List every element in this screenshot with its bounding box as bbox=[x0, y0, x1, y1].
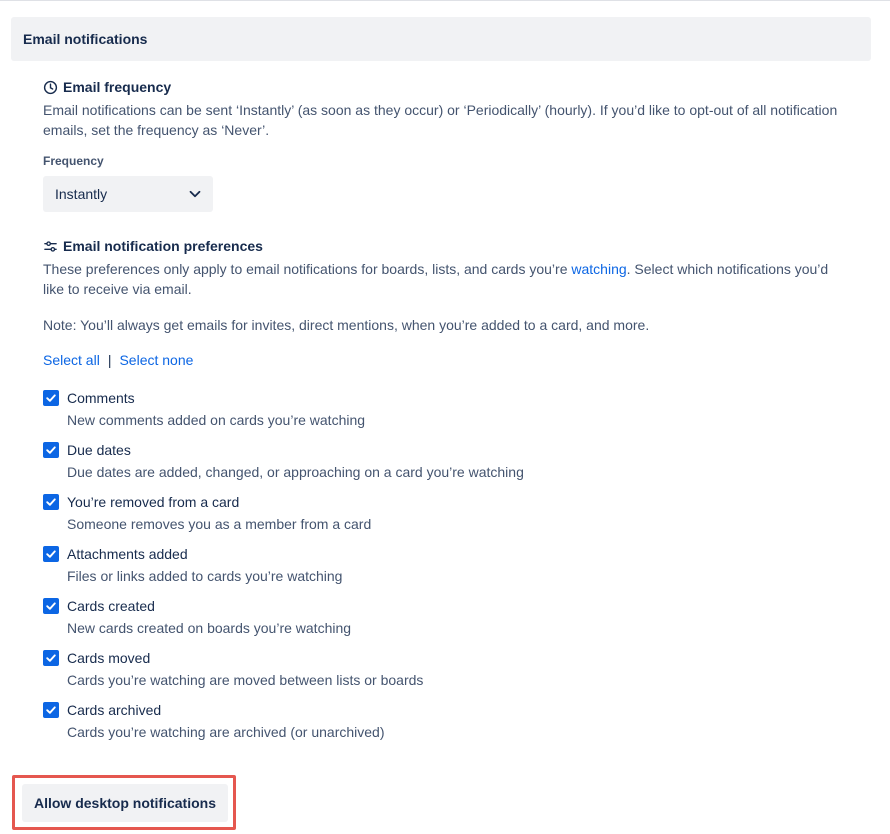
checkbox[interactable] bbox=[43, 702, 59, 718]
preferences-description-after: . Select which notifications you’d like to receive via email. bbox=[43, 261, 829, 297]
list-item-row bbox=[43, 492, 843, 512]
list-item bbox=[43, 440, 843, 492]
list-item-row bbox=[43, 388, 843, 408]
allow-desktop-notifications-button[interactable]: Allow desktop notifications bbox=[22, 784, 228, 822]
checkmark-icon bbox=[45, 652, 57, 664]
list-item-row bbox=[43, 596, 843, 616]
list-item bbox=[43, 388, 843, 440]
list-item-label: You’re removed from a card bbox=[67, 494, 240, 510]
list-item-row bbox=[43, 648, 843, 668]
watching-link[interactable]: watching bbox=[571, 261, 627, 277]
select-links bbox=[43, 350, 843, 370]
preferences-note: Note: You’ll always get emails for invites, direct mentions, when you’re added to a card, and more. bbox=[43, 317, 650, 333]
list-item-label: Due dates bbox=[67, 442, 131, 458]
list-item bbox=[43, 492, 843, 544]
list-item bbox=[43, 648, 843, 700]
checkbox[interactable] bbox=[43, 442, 59, 458]
checkmark-icon bbox=[45, 600, 57, 612]
list-item-row bbox=[43, 700, 843, 720]
checkbox[interactable] bbox=[43, 650, 59, 666]
list-item-label: Attachments added bbox=[67, 546, 188, 562]
list-item-description: Due dates are added, changed, or approaching on a card you’re watching bbox=[67, 464, 524, 480]
frequency-selected-value: Instantly bbox=[55, 186, 108, 202]
list-item bbox=[43, 544, 843, 596]
email-frequency-title: Email frequency bbox=[63, 79, 172, 95]
frequency-label: Frequency bbox=[43, 154, 104, 168]
checkbox[interactable] bbox=[43, 390, 59, 406]
list-item-label: Cards archived bbox=[67, 702, 162, 718]
chevron-down-icon bbox=[188, 187, 202, 201]
select-all-link[interactable]: Select all bbox=[43, 352, 100, 368]
section-header: Email notifications bbox=[11, 17, 871, 61]
select-links-separator: | bbox=[107, 352, 112, 368]
email-preferences-title: Email notification preferences bbox=[63, 238, 263, 254]
list-item-description: Someone removes you as a member from a card bbox=[67, 516, 372, 532]
checkmark-icon bbox=[45, 704, 57, 716]
email-preferences-heading bbox=[43, 234, 843, 258]
frequency-select[interactable] bbox=[43, 176, 213, 212]
list-item-row bbox=[43, 544, 843, 564]
list-item-description: Files or links added to cards you’re watching bbox=[67, 568, 343, 584]
email-frequency-description: Email notifications can be sent ‘Instantly’ (as soon as they occur) or ‘Periodically’ (hourly). If you’d like to opt-out of all notification emails, set the frequency as ‘Never’. bbox=[43, 102, 838, 138]
notification-preferences-list bbox=[43, 388, 843, 752]
checkmark-icon bbox=[45, 548, 57, 560]
list-item-label: Cards created bbox=[67, 598, 155, 614]
preferences-description-before: These preferences only apply to email notifications for boards, lists, and cards you’re bbox=[43, 261, 572, 277]
top-divider bbox=[0, 0, 890, 1]
list-item-label: Comments bbox=[67, 390, 135, 406]
email-frequency-heading bbox=[43, 75, 843, 99]
list-item-description: Cards you’re watching are archived (or unarchived) bbox=[67, 724, 385, 740]
checkbox[interactable] bbox=[43, 494, 59, 510]
checkbox[interactable] bbox=[43, 546, 59, 562]
checkbox[interactable] bbox=[43, 598, 59, 614]
list-item-description: New comments added on cards you’re watching bbox=[67, 412, 366, 428]
list-item bbox=[43, 700, 843, 752]
select-none-link[interactable]: Select none bbox=[119, 352, 194, 368]
list-item-row bbox=[43, 440, 843, 460]
checkmark-icon bbox=[45, 392, 57, 404]
checkmark-icon bbox=[45, 444, 57, 456]
email-settings-content bbox=[43, 75, 843, 752]
email-preferences-description bbox=[43, 259, 843, 299]
list-item bbox=[43, 596, 843, 648]
list-item-description: Cards you’re watching are moved between lists or boards bbox=[67, 672, 424, 688]
sliders-icon bbox=[43, 239, 58, 254]
checkmark-icon bbox=[45, 496, 57, 508]
list-item-description: New cards created on boards you’re watching bbox=[67, 620, 352, 636]
list-item-label: Cards moved bbox=[67, 650, 151, 666]
clock-icon bbox=[43, 80, 58, 95]
